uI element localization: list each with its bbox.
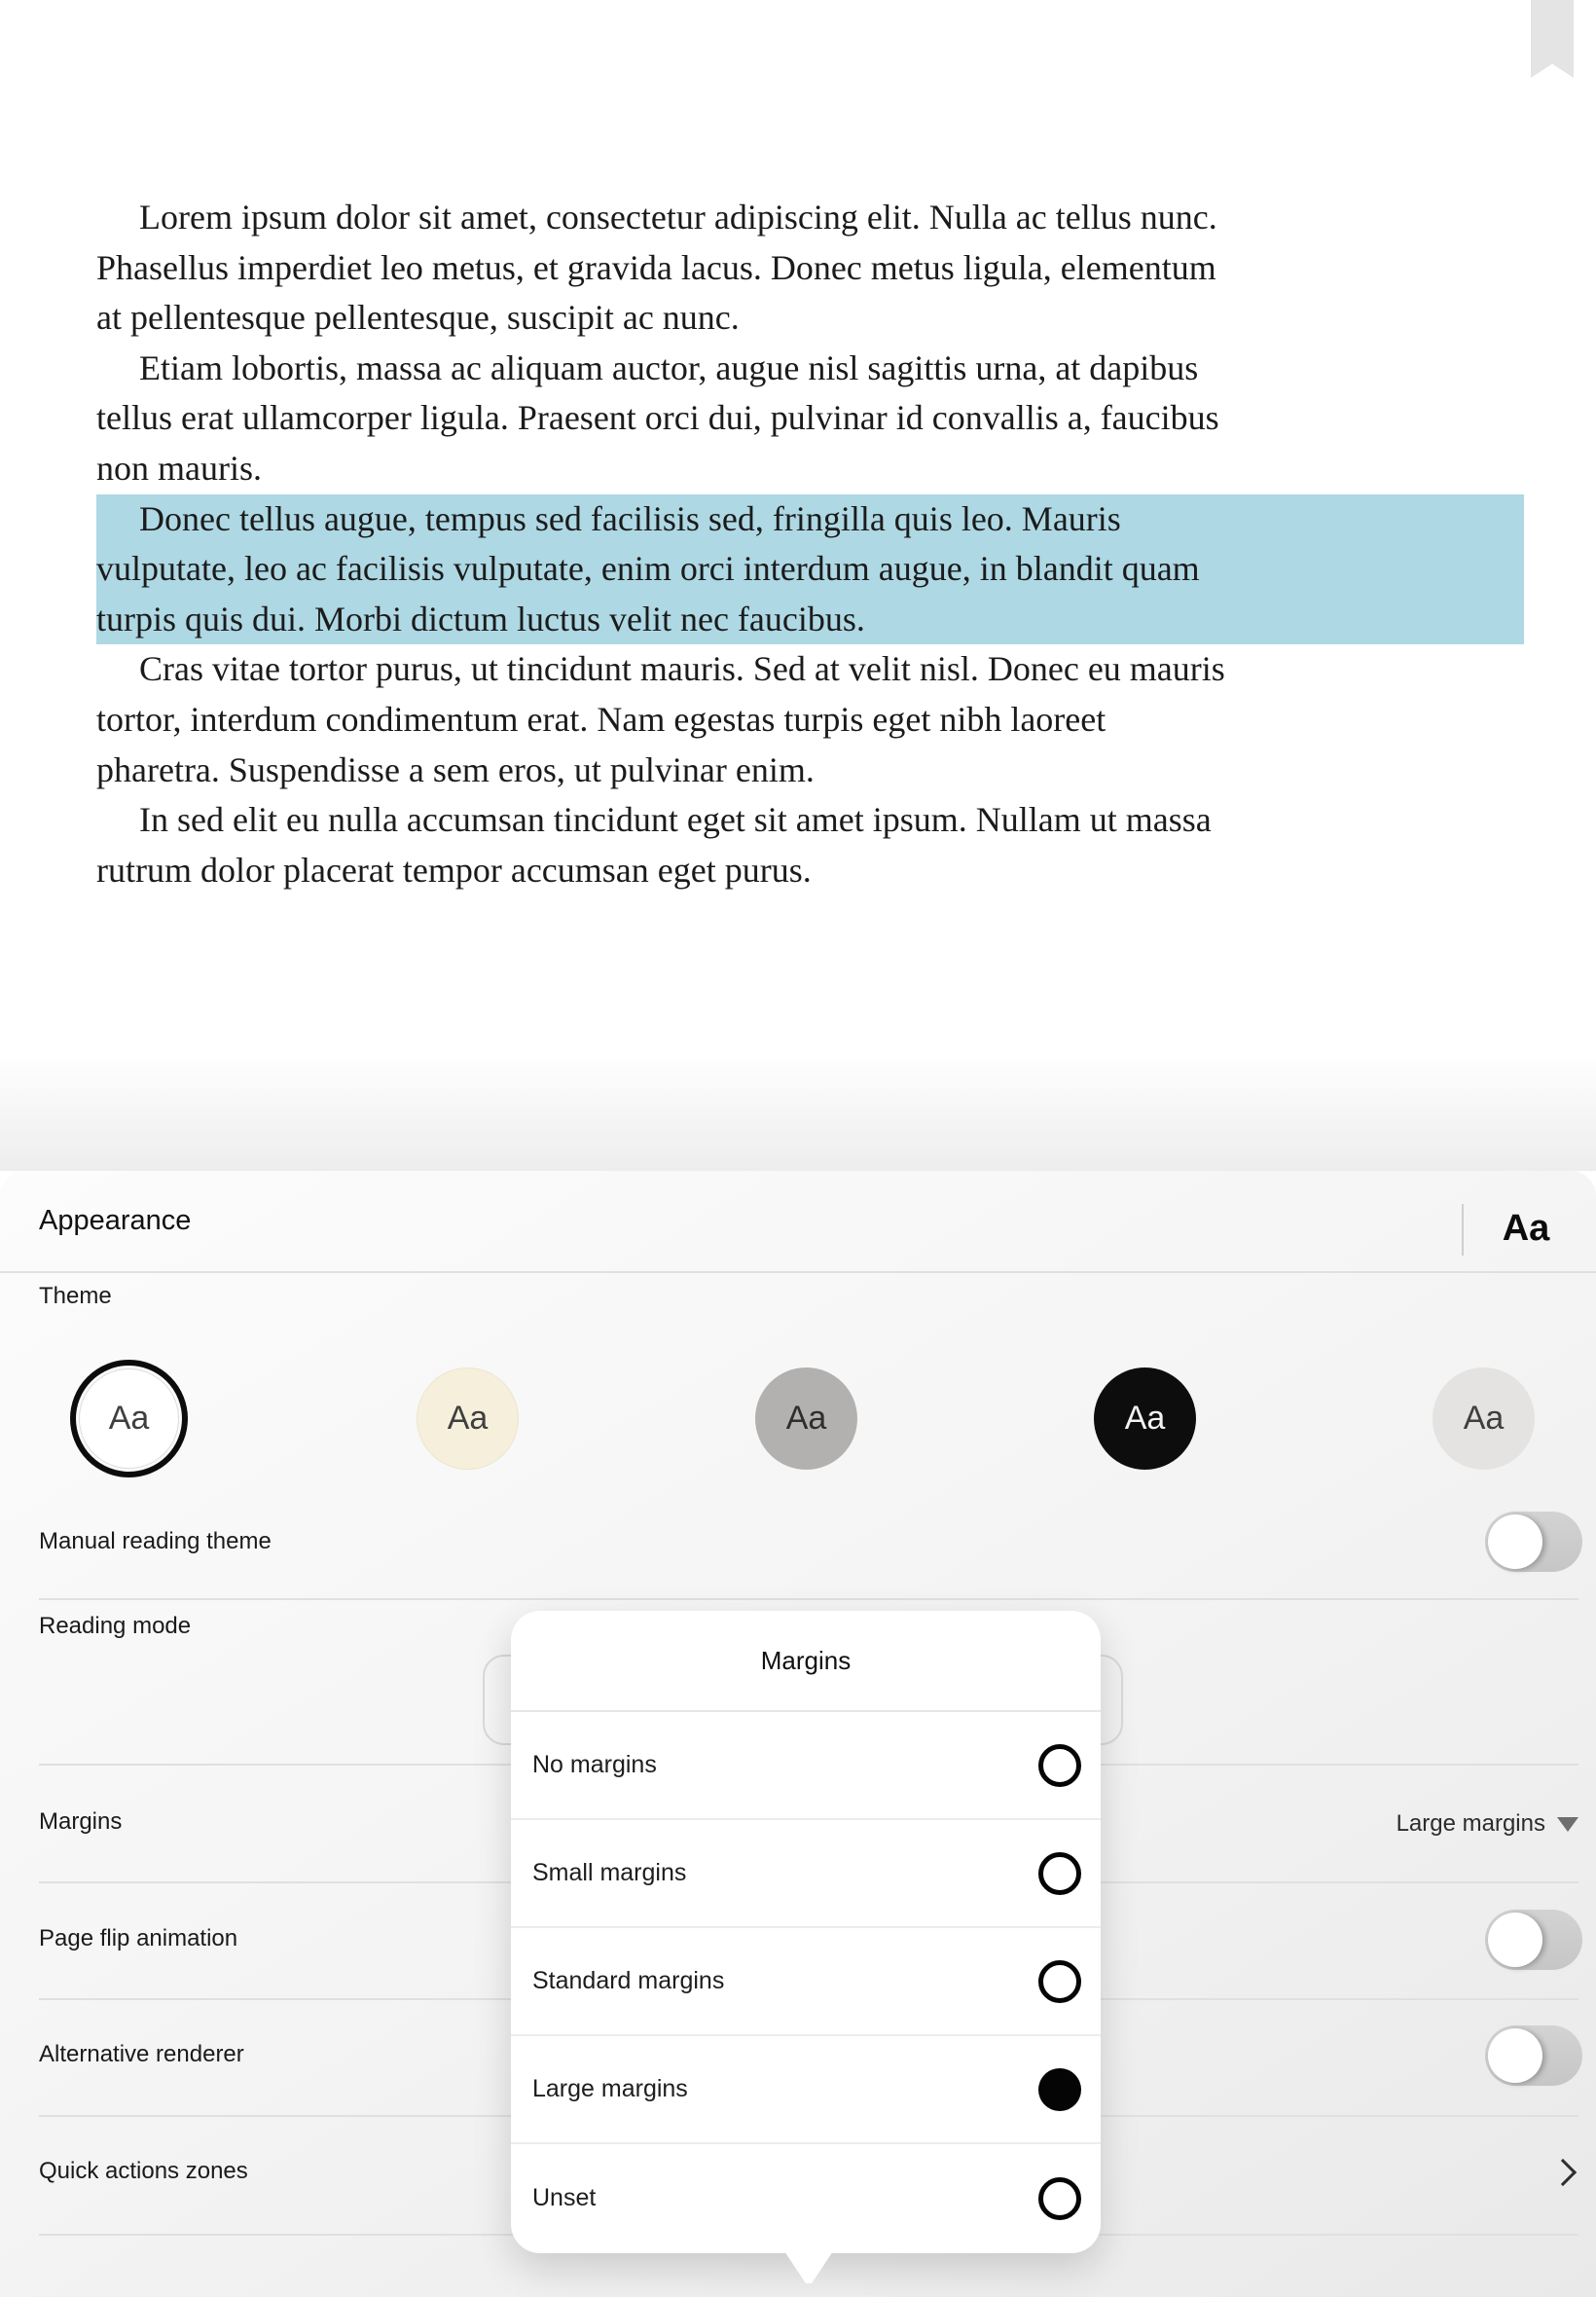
panel-title: Appearance <box>39 1205 192 1236</box>
book-text-line: at pellentesque pellentesque, suscipit ac nunc. <box>96 298 740 338</box>
book-text-line: Cras vitae tortor purus, ut tincidunt mauris. Sed at velit nisl. Donec eu mauris <box>139 649 1225 689</box>
theme-option-black[interactable]: Aa <box>1094 1367 1196 1470</box>
margins-option-small-margins[interactable] <box>511 1820 1101 1928</box>
toggle-knob <box>1488 1913 1542 1967</box>
theme-option-white[interactable] <box>70 1360 188 1477</box>
book-text-line: tellus erat ullamcorper ligula. Praesent orci dui, pulvinar id convallis a, faucibus <box>96 398 1219 438</box>
divider <box>39 1598 1578 1600</box>
margins-popup <box>511 1611 1101 2253</box>
highlighted-text-line[interactable]: turpis quis dui. Morbi dictum luctus velit nec faucibus. <box>96 595 1524 645</box>
margins-option-unset[interactable] <box>511 2144 1101 2252</box>
theme-option-gray[interactable]: Aa <box>755 1367 857 1470</box>
margins-current-value: Large margins <box>1396 1810 1545 1837</box>
book-text-line: In sed elit eu nulla accumsan tincidunt eget sit amet ipsum. Nullam ut massa <box>139 800 1212 840</box>
margins-option-no-margins[interactable] <box>511 1712 1101 1820</box>
book-text-line: pharetra. Suspendisse a sem eros, ut pulvinar enim. <box>96 749 815 789</box>
quick-actions-zones-label: Quick actions zones <box>39 2158 248 2184</box>
book-text-line: rutrum dolor placerat tempor accumsan eget purus. <box>96 850 812 890</box>
dropdown-arrow-icon <box>1557 1817 1578 1832</box>
manual-reading-theme-toggle[interactable] <box>1485 1512 1582 1572</box>
alternative-renderer-toggle[interactable] <box>1485 2025 1582 2086</box>
toggle-knob <box>1488 2028 1542 2083</box>
margins-row-label: Margins <box>39 1808 123 1835</box>
manual-reading-theme-label: Manual reading theme <box>39 1528 272 1554</box>
option-label: No margins <box>532 1751 657 1778</box>
theme-section-label: Theme <box>39 1283 112 1309</box>
page-flip-animation-toggle[interactable] <box>1485 1910 1582 1970</box>
toggle-knob <box>1488 1514 1542 1569</box>
divider <box>0 1271 1596 1273</box>
alternative-renderer-label: Alternative renderer <box>39 2041 244 2067</box>
book-text-line: Phasellus imperdiet leo metus, et gravida lacus. Donec metus ligula, elementum <box>96 247 1216 287</box>
margins-popup-title: Margins <box>511 1611 1101 1712</box>
theme-option-light-gray[interactable]: Aa <box>1433 1367 1535 1470</box>
header-divider <box>1462 1204 1464 1256</box>
book-text-line: tortor, interdum condimentum erat. Nam egestas turpis eget nibh laoreet <box>96 699 1106 739</box>
margins-option-large-margins[interactable] <box>511 2036 1101 2144</box>
radio-unselected-icon <box>1038 1852 1081 1895</box>
theme-option-sepia[interactable]: Aa <box>417 1367 519 1470</box>
highlighted-text-line[interactable]: vulputate, leo ac facilisis vulputate, enim orci interdum augue, in blandit quam <box>96 544 1524 595</box>
highlighted-text-line[interactable]: Donec tellus augue, tempus sed facilisis sed, fringilla quis leo. Mauris <box>96 494 1524 545</box>
radio-selected-icon <box>1038 2068 1081 2111</box>
book-text-line: non mauris. <box>96 448 262 488</box>
book-text-line: Etiam lobortis, massa ac aliquam auctor, augue nisl sagittis urna, at dapibus <box>139 347 1199 387</box>
option-label: Large margins <box>532 2075 688 2102</box>
page-flip-animation-label: Page flip animation <box>39 1925 238 1951</box>
option-label: Small margins <box>532 1859 687 1886</box>
margins-option-standard-margins[interactable] <box>511 1928 1101 2036</box>
panel-top-shadow <box>0 1051 1596 1171</box>
font-settings-button[interactable]: Aa <box>1502 1207 1550 1249</box>
radio-unselected-icon <box>1038 1960 1081 2003</box>
margins-dropdown[interactable] <box>1396 1806 1578 1841</box>
reading-mode-label: Reading mode <box>39 1613 192 1639</box>
book-text <box>96 193 1524 895</box>
theme-sample-label: Aa <box>79 1368 179 1469</box>
bookmark-ribbon-icon[interactable] <box>1531 0 1574 78</box>
book-text-line: Lorem ipsum dolor sit amet, consectetur adipiscing elit. Nulla ac tellus nunc. <box>139 198 1217 237</box>
radio-unselected-icon <box>1038 2177 1081 2220</box>
option-label: Unset <box>532 2184 597 2211</box>
option-label: Standard margins <box>532 1967 725 1994</box>
radio-unselected-icon <box>1038 1744 1081 1787</box>
